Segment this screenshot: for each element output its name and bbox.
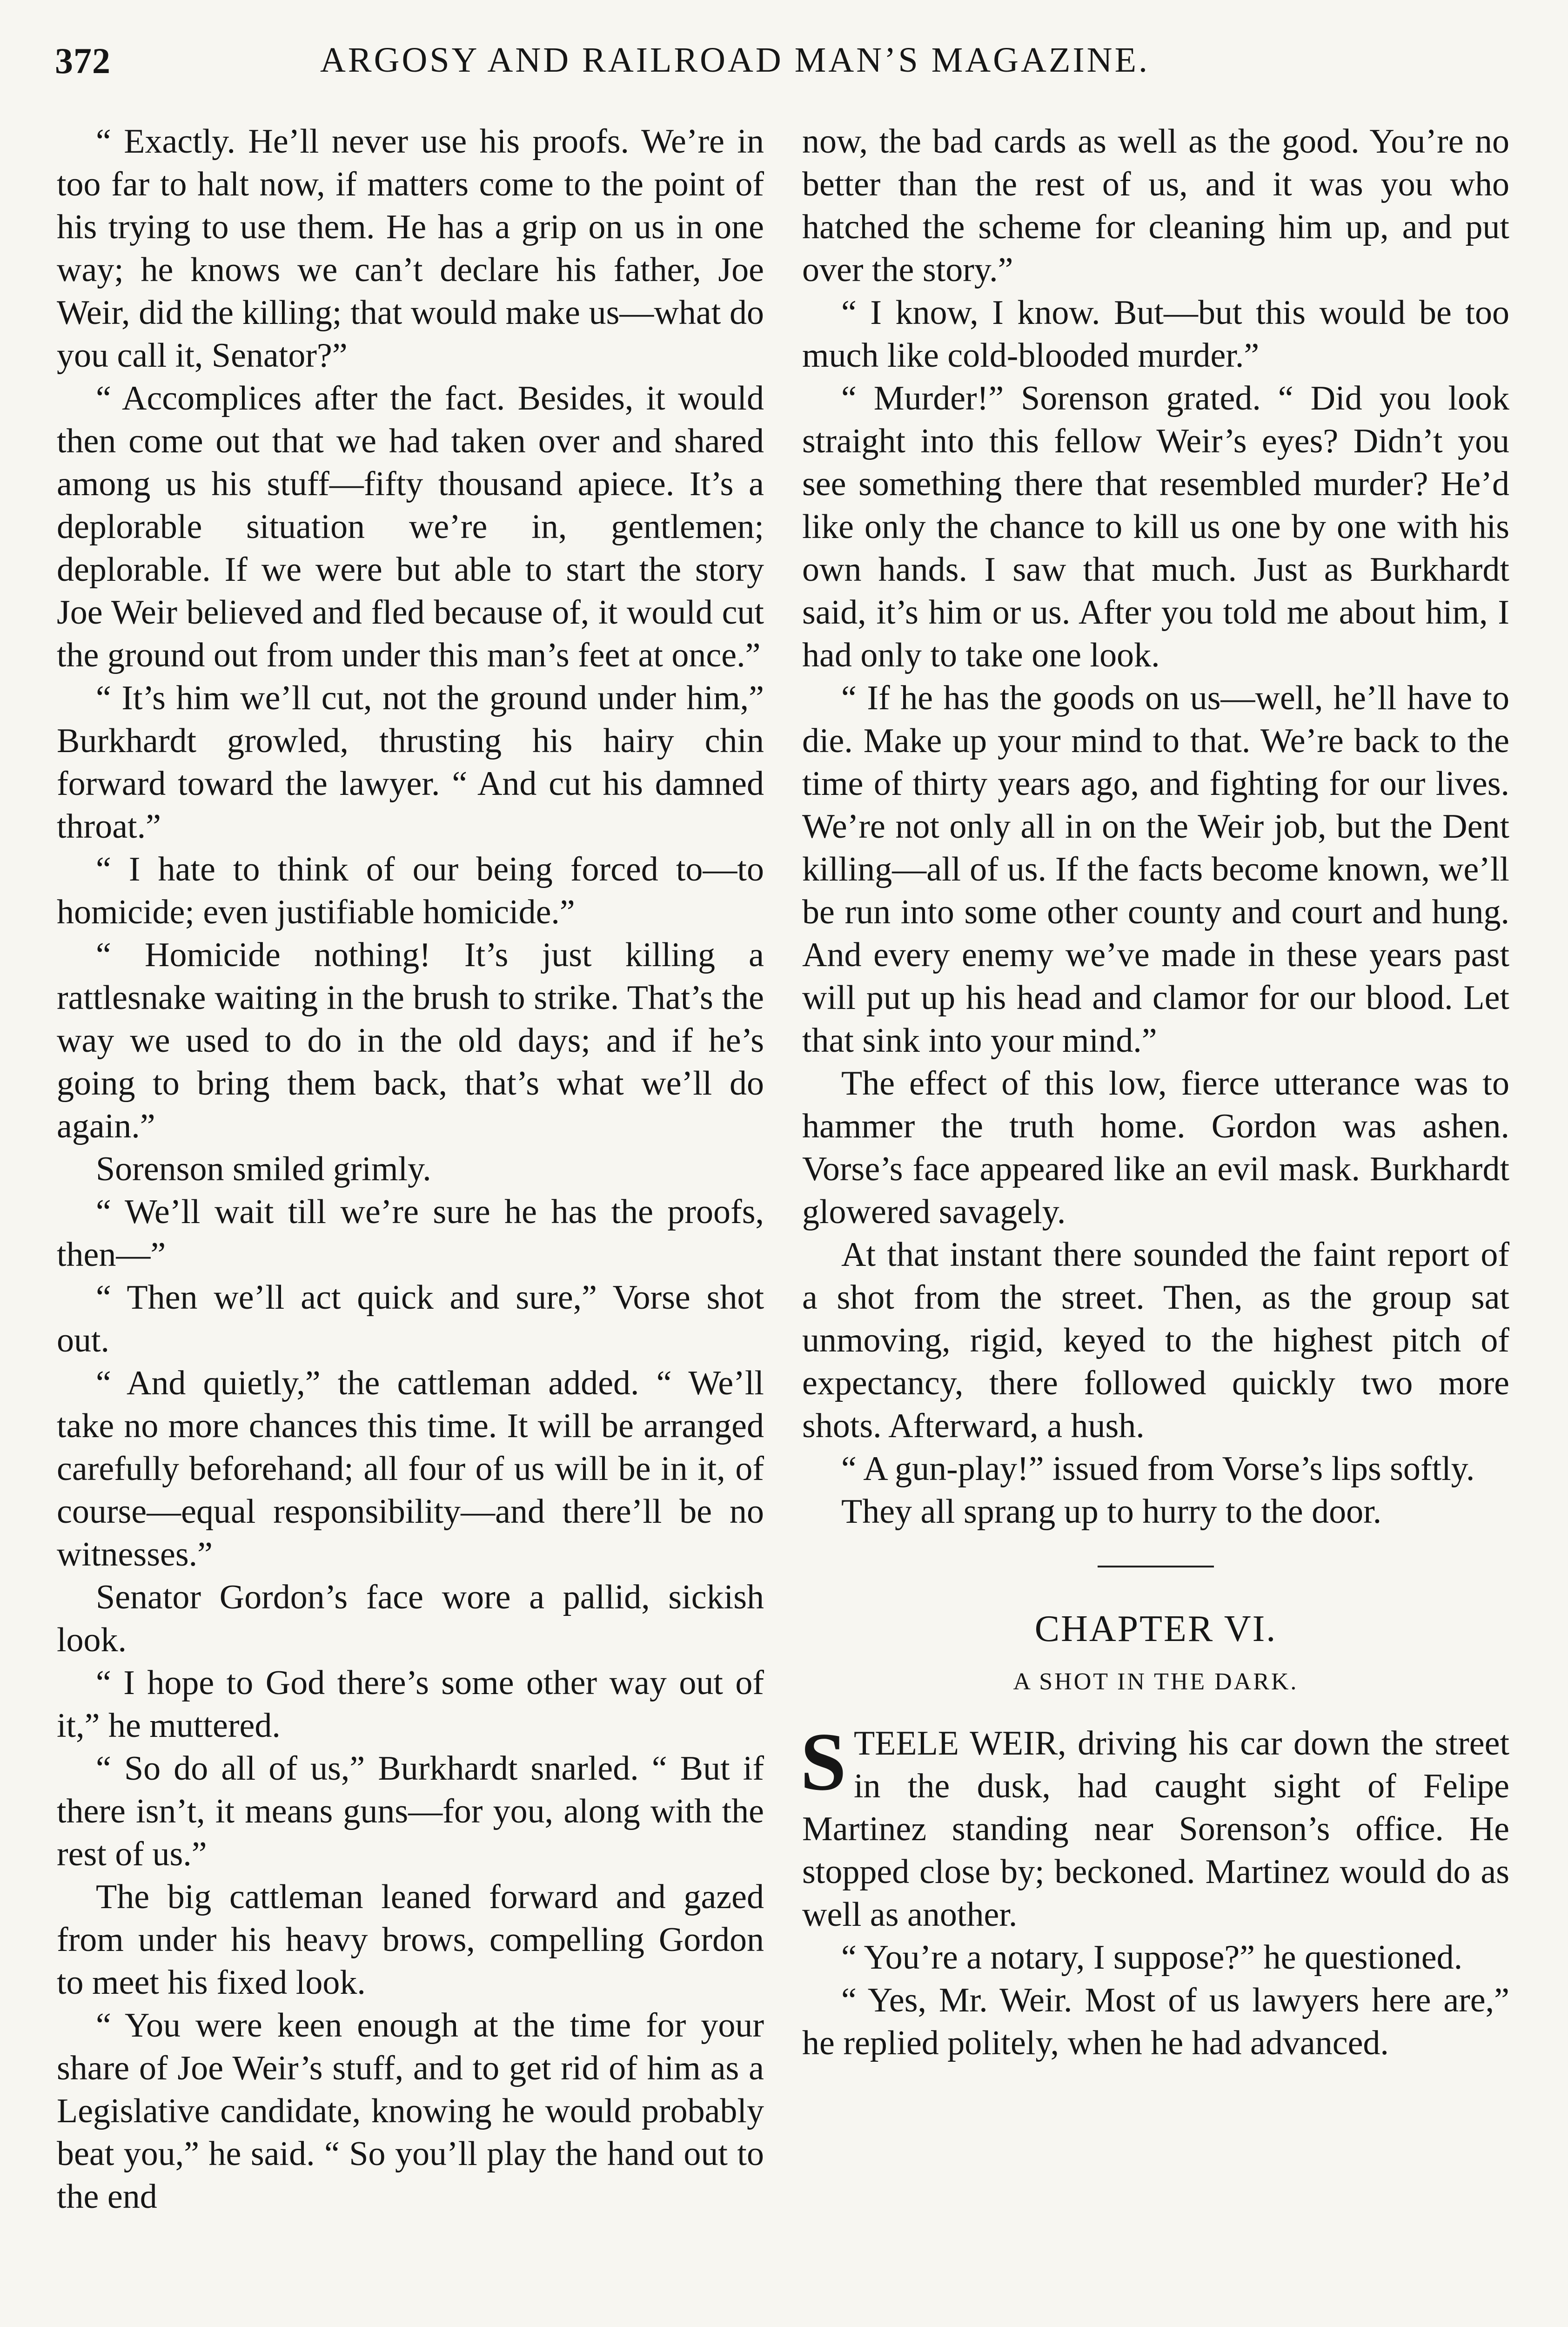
paragraph: The big cattleman leaned forward and gazed from under his heavy brows, compelling Gordon to meet his fixed look. [57,1878,764,2002]
paragraph: “ Murder!” Sorenson grated. “ Did you look straight into this fellow Weir’s eyes? Didn’t you see something there that resembled murder? He’d like only the chance to kill us one by one with his own hands. I saw that much. Just as Burkhardt said, it’s him or us. After you told me about him, I had only to take one look. [802,379,1509,674]
paragraph: “ A gun-play!” issued from Vorse’s lips softly. [841,1450,1475,1488]
chapter-opening-paragraph [800,1715,1509,1936]
paragraph: At that instant there sounded the faint report of a shot from the street. Then, as the group sat unmoving, rigid, keyed to the highest pitch of expectancy, there followed quickly two more shots. Afterward, a hush. [802,1236,1509,1445]
paragraph: “ We’ll wait till we’re sure he has the proofs, then—” [57,1193,764,1274]
paragraph: “ If he has the goods on us—well, he’ll have to die. Make up your mind to that. We’re back to the time of thirty years ago, and fighting for our lives. We’re not only all in on the Weir job, but the Dent killing—all of us. If the facts become known, we’ll be run into some other county and court and hung. And every enemy we’ve made in these years past will put up his head and clamor for our blood. Let that sink into your mind.” [802,679,1509,1060]
paragraph: “ Accomplices after the fact. Besides, it would then come out that we had taken over and shared among us his stuff—fifty thousand apiece. It’s a deplorable situation we’re in, gentlemen; deplorable. If we were but able to start the story Joe Weir believed and fled because of, it would cut the ground out from under this man’s feet at once.” [57,379,764,674]
page-number: 372 [55,40,111,81]
paragraph: now, the bad cards as well as the good. You’re no better than the rest of us, and it was you who hatched the scheme for cleaning him up, and put over the story.” [802,122,1509,289]
paragraph: “ I hate to think of our being forced to—to homicide; even justifiable homicide.” [57,850,764,931]
drop-cap: S [800,1715,846,1808]
paragraph: “ You’re a notary, I suppose?” he questioned. [841,1938,1463,1977]
paragraph: “ I hope to God there’s some other way out of it,” he muttered. [57,1664,764,1745]
paragraph: “ And quietly,” the cattleman added. “ We’ll take no more chances this time. It will be arranged carefully beforehand; all four of us will be in it, of course—equal responsibility—and there’ll be no witnesses.” [57,1364,764,1574]
paragraph: The effect of this low, fierce utterance was to hammer the truth home. Gordon was ashen. Vorse’s face appeared like an evil mask. Burkhardt glowered savagely. [802,1064,1509,1231]
paragraph: “ Homicide nothing! It’s just killing a rattlesnake waiting in the brush to strike. That’s the way we used to do in the old days; and if he’s going to bring them back, that’s what we’ll do again.” [57,936,764,1145]
paragraph: “ Then we’ll act quick and sure,” Vorse shot out. [57,1278,764,1359]
paragraph: “ It’s him we’ll cut, not the ground under him,” Burkhardt growled, thrusting his hairy chin forward toward the lawyer. “ And cut his damned throat.” [57,679,764,846]
running-head: ARGOSY AND RAILROAD MAN’S MAGAZINE. [320,40,1150,80]
page-header [55,40,1507,96]
paragraph: “ So do all of us,” Burkhardt snarled. “ But if there isn’t, it means guns—for you, along with the rest of us.” [57,1749,764,1873]
right-column [802,120,1509,2065]
left-column [57,120,764,2218]
opening-text: TEELE WEIR, driving his car down the street in the dusk, had caught sight of Felipe Martinez standing near Sorenson’s office. He stopped close by; beckoned. Martinez would do as well as another. [802,1724,1509,1934]
paragraph: “ You were keen enough at the time for your share of Joe Weir’s stuff, and to get rid of him as a Legislative candidate, knowing he would probably beat you,” he said. “ So you’ll play the hand out to the end [57,2006,764,2216]
paragraph: “ I know, I know. But—but this would be too much like cold-blooded murder.” [802,294,1509,375]
chapter-heading: CHAPTER VI. [1034,1608,1277,1649]
paragraph: Senator Gordon’s face wore a pallid, sickish look. [57,1578,764,1659]
paragraph: “ Yes, Mr. Weir. Most of us lawyers here are,” he replied politely, when he had advanced. [802,1981,1509,2062]
chapter-subtitle: A SHOT IN THE DARK. [1013,1668,1299,1695]
paragraph: Sorenson smiled grimly. [96,1150,431,1188]
section-divider [1098,1566,1214,1567]
paragraph: They all sprang up to hurry to the door. [841,1493,1382,1531]
paragraph: “ Exactly. He’ll never use his proofs. We’re in too far to halt now, if matters come to the point of his trying to use them. He has a grip on us in one way; he knows we can’t declare his father, Joe Weir, did the killing; that would make us—what do you call it, Senator?” [57,122,764,375]
